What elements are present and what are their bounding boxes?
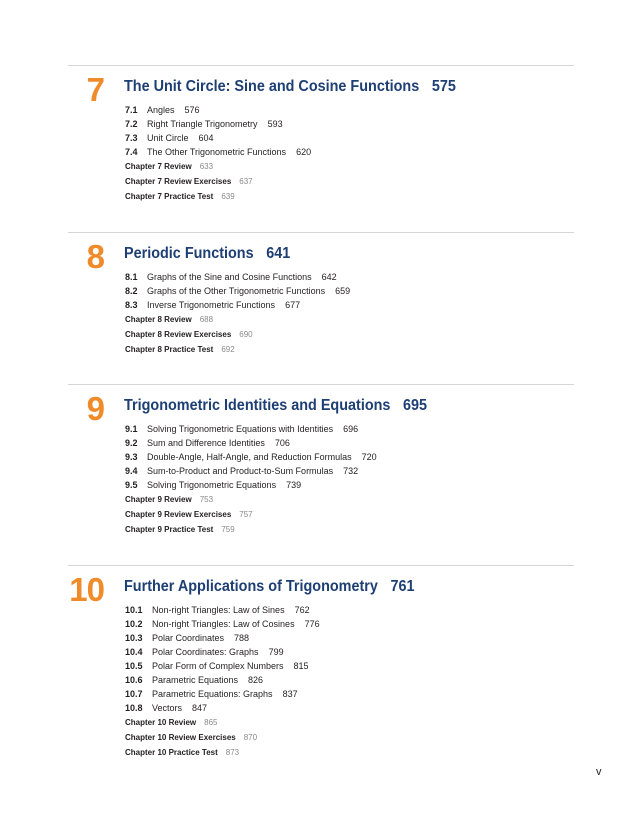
section-page: 659 <box>335 286 351 296</box>
chapter-page: 695 <box>403 397 428 414</box>
section-entry[interactable] <box>125 673 320 687</box>
section-title: Polar Coordinates <box>152 633 225 643</box>
chapter-page: 761 <box>390 578 415 595</box>
section-page: 593 <box>267 119 283 129</box>
section-page: 677 <box>285 300 301 310</box>
section-list <box>125 603 320 760</box>
review-page: 637 <box>239 177 253 186</box>
section-page: 604 <box>198 133 214 143</box>
chapter-divider <box>68 232 574 233</box>
section-title: Right Triangle Trigonometry <box>147 119 258 129</box>
review-page: 688 <box>199 315 214 324</box>
review-entry[interactable] <box>125 730 320 745</box>
chapter-page: 575 <box>431 78 456 95</box>
review-entry[interactable] <box>125 342 350 357</box>
review-label: Chapter 7 Practice Test <box>125 192 214 201</box>
section-page: 788 <box>234 633 250 643</box>
section-title: Graphs of the Sine and Cosine Functions <box>147 272 312 282</box>
review-entry[interactable] <box>125 522 377 537</box>
section-entry[interactable] <box>125 645 320 659</box>
section-page: 642 <box>321 272 337 282</box>
review-label: Chapter 8 Practice Test <box>125 345 214 354</box>
section-title: Polar Coordinates: Graphs <box>152 647 259 657</box>
review-label: Chapter 8 Review <box>125 315 192 324</box>
review-page: 690 <box>239 330 253 339</box>
section-entry[interactable] <box>125 478 377 492</box>
review-page: 865 <box>204 718 218 727</box>
review-entry[interactable] <box>125 715 320 730</box>
review-label: Chapter 8 Review Exercises <box>125 330 232 339</box>
section-title: Graphs of the Other Trigonometric Functions <box>147 286 326 296</box>
section-title: Non-right Triangles: Law of Sines <box>152 605 285 615</box>
review-entry[interactable] <box>125 174 311 189</box>
section-entry[interactable] <box>125 450 377 464</box>
section-title: Double-Angle, Half-Angle, and Reduction Formulas <box>147 452 352 462</box>
chapter-number: 9 <box>86 390 104 427</box>
section-number: 10.5 <box>125 661 143 671</box>
review-label: Chapter 10 Review Exercises <box>125 733 236 742</box>
section-page: 762 <box>294 605 310 615</box>
section-page: 847 <box>192 703 208 713</box>
section-entry[interactable] <box>125 145 311 159</box>
chapter-number: 10 <box>69 571 104 608</box>
review-label: Chapter 7 Review <box>125 162 192 171</box>
section-list <box>125 270 350 357</box>
chapter-title[interactable] <box>124 78 456 96</box>
review-page: 633 <box>199 162 214 171</box>
section-page: 706 <box>274 438 290 448</box>
section-title: The Other Trigonometric Functions <box>147 147 287 157</box>
section-entry[interactable] <box>125 270 350 284</box>
section-number: 10.4 <box>125 647 143 657</box>
chapter-divider <box>68 565 574 566</box>
section-number: 8.1 <box>125 272 138 282</box>
review-label: Chapter 10 Review <box>125 718 197 727</box>
chapter-title-text: Trigonometric Identities and Equations <box>124 397 391 414</box>
review-entry[interactable] <box>125 745 320 760</box>
page-number: v <box>596 766 602 778</box>
review-page: 692 <box>221 345 235 354</box>
section-page: 799 <box>268 647 284 657</box>
section-title: Sum-to-Product and Product-to-Sum Formulas <box>147 466 334 476</box>
section-number: 9.4 <box>125 466 138 476</box>
review-page: 870 <box>243 733 258 742</box>
review-entry[interactable] <box>125 312 350 327</box>
section-number: 9.2 <box>125 438 138 448</box>
section-page: 776 <box>304 619 320 629</box>
section-entry[interactable] <box>125 298 350 312</box>
chapter-title[interactable] <box>124 245 290 263</box>
section-list <box>125 422 377 537</box>
section-page: 815 <box>293 661 309 671</box>
section-page: 696 <box>343 424 359 434</box>
review-entry[interactable] <box>125 507 377 522</box>
section-entry[interactable] <box>125 117 311 131</box>
section-entry[interactable] <box>125 631 320 645</box>
section-entry[interactable] <box>125 617 320 631</box>
review-entry[interactable] <box>125 492 377 507</box>
section-title: Non-right Triangles: Law of Cosines <box>152 619 295 629</box>
section-entry[interactable] <box>125 603 320 617</box>
section-entry[interactable] <box>125 687 320 701</box>
section-number: 10.7 <box>125 689 143 699</box>
section-entry[interactable] <box>125 659 320 673</box>
section-title: Solving Trigonometric Equations with Identities <box>147 424 334 434</box>
review-page: 757 <box>239 510 253 519</box>
section-title: Angles <box>147 105 175 115</box>
review-label: Chapter 10 Practice Test <box>125 748 218 757</box>
review-entry[interactable] <box>125 159 311 174</box>
section-entry[interactable] <box>125 436 377 450</box>
section-entry[interactable] <box>125 701 320 715</box>
section-number: 10.1 <box>125 605 143 615</box>
section-entry[interactable] <box>125 464 377 478</box>
section-page: 620 <box>296 147 312 157</box>
section-number: 7.4 <box>125 147 138 157</box>
section-number: 10.3 <box>125 633 143 643</box>
review-label: Chapter 9 Review Exercises <box>125 510 232 519</box>
section-title: Parametric Equations: Graphs <box>152 689 273 699</box>
section-page: 826 <box>248 675 264 685</box>
section-entry[interactable] <box>125 284 350 298</box>
section-number: 9.5 <box>125 480 138 490</box>
section-entry[interactable] <box>125 103 311 117</box>
section-title: Polar Form of Complex Numbers <box>152 661 284 671</box>
chapter-number: 8 <box>86 238 104 275</box>
section-number: 10.2 <box>125 619 143 629</box>
review-label: Chapter 9 Practice Test <box>125 525 214 534</box>
review-page: 873 <box>225 748 240 757</box>
section-number: 7.3 <box>125 133 138 143</box>
review-page: 759 <box>221 525 235 534</box>
section-number: 10.8 <box>125 703 143 713</box>
chapter-title-text: The Unit Circle: Sine and Cosine Functions <box>124 78 420 95</box>
chapter-title[interactable] <box>124 578 415 596</box>
section-title: Sum and Difference Identities <box>147 438 265 448</box>
section-entry[interactable] <box>125 422 377 436</box>
section-title: Parametric Equations <box>152 675 239 685</box>
section-number: 8.3 <box>125 300 138 310</box>
review-label: Chapter 7 Review Exercises <box>125 177 232 186</box>
review-label: Chapter 9 Review <box>125 495 192 504</box>
chapter-divider <box>68 384 574 385</box>
section-page: 837 <box>282 689 298 699</box>
chapter-title[interactable] <box>124 397 427 415</box>
section-page: 732 <box>343 466 359 476</box>
section-title: Unit Circle <box>147 133 189 143</box>
section-title: Solving Trigonometric Equations <box>147 480 277 490</box>
section-page: 720 <box>361 452 377 462</box>
chapter-number: 7 <box>86 71 104 108</box>
section-number: 9.3 <box>125 452 138 462</box>
section-title: Inverse Trigonometric Functions <box>147 300 276 310</box>
section-entry[interactable] <box>125 131 311 145</box>
chapter-title-text: Further Applications of Trigonometry <box>124 578 378 595</box>
section-number: 7.2 <box>125 119 138 129</box>
review-page: 639 <box>221 192 235 201</box>
review-entry[interactable] <box>125 327 350 342</box>
section-number: 7.1 <box>125 105 138 115</box>
chapter-title-text: Periodic Functions <box>124 245 254 262</box>
section-page: 739 <box>286 480 302 490</box>
section-list <box>125 103 311 204</box>
review-page: 753 <box>199 495 214 504</box>
section-number: 8.2 <box>125 286 138 296</box>
section-title: Vectors <box>152 703 183 713</box>
chapter-divider <box>68 65 574 66</box>
section-number: 9.1 <box>125 424 138 434</box>
review-entry[interactable] <box>125 189 311 204</box>
section-number: 10.6 <box>125 675 143 685</box>
chapter-page: 641 <box>266 245 291 262</box>
section-page: 576 <box>184 105 200 115</box>
